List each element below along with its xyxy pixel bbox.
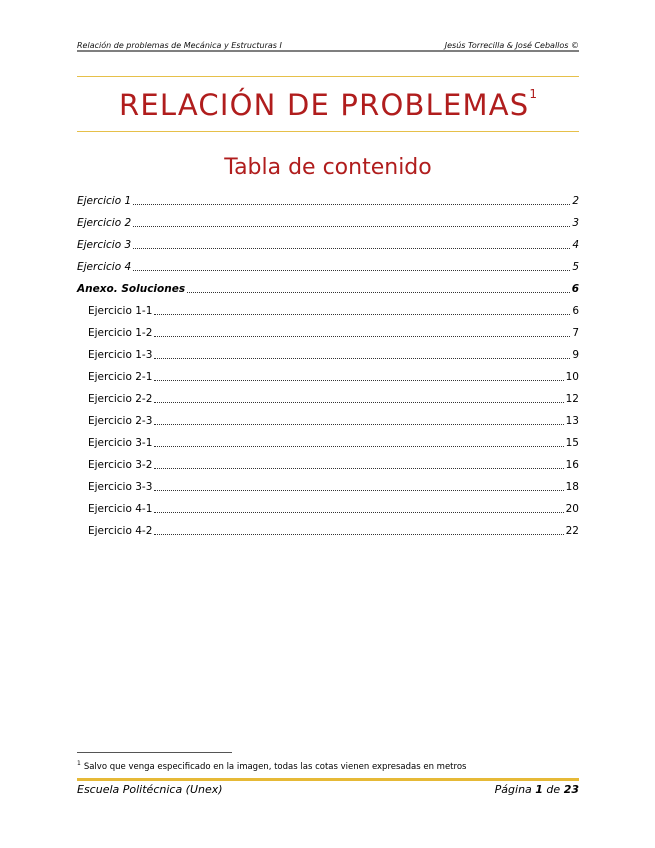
footnote-text: Salvo que venga especificado en la imagen, todas las cotas vienen expresadas en metros (83, 761, 467, 772)
toc-entry-ejercicio-1[interactable]: Ejercicio 1 2 (77, 195, 579, 207)
toc-heading: Tabla de contenido (224, 155, 432, 180)
footnote-separator (77, 752, 232, 753)
title-top-rule (77, 76, 579, 77)
page-footer (77, 783, 579, 796)
footer-left-text: Escuela Politécnica (Unex) (77, 783, 223, 796)
toc-entry-ejercicio-3-1[interactable]: Ejercicio 3-1 15 (88, 437, 579, 449)
toc-entry-ejercicio-4-1[interactable]: Ejercicio 4-1 20 (88, 503, 579, 515)
header-right-text: Jesús Torrecilla & José Ceballos © (444, 41, 579, 50)
page-number: Página 1 de 23 (494, 783, 579, 796)
page-header (77, 41, 579, 50)
toc-entry-ejercicio-1-3[interactable]: Ejercicio 1-3 9 (88, 349, 579, 361)
toc-entry-ejercicio-2-1[interactable]: Ejercicio 2-1 10 (88, 371, 579, 383)
toc-entry-ejercicio-1-2[interactable]: Ejercicio 1-2 7 (88, 327, 579, 339)
toc-entry-ejercicio-2[interactable]: Ejercicio 2 3 (77, 217, 579, 229)
table-of-contents (77, 186, 579, 538)
header-left-text: Relación de problemas de Mecánica y Estructuras I (77, 41, 282, 50)
page-current: 1 (535, 783, 543, 796)
toc-entry-ejercicio-2-2[interactable]: Ejercicio 2-2 12 (88, 393, 579, 405)
title-bottom-rule (77, 131, 579, 132)
page-title (77, 88, 579, 122)
title-footnote-mark[interactable]: 1 (529, 87, 537, 102)
toc-entry-ejercicio-3-3[interactable]: Ejercicio 3-3 18 (88, 481, 579, 493)
toc-entry-ejercicio-4-2[interactable]: Ejercicio 4-2 22 (88, 525, 579, 537)
footer-rule (77, 778, 579, 781)
footnote (77, 760, 579, 772)
toc-entry-ejercicio-3-2[interactable]: Ejercicio 3-2 16 (88, 459, 579, 471)
toc-entry-ejercicio-2-3[interactable]: Ejercicio 2-3 13 (88, 415, 579, 427)
toc-entry-ejercicio-4[interactable]: Ejercicio 4 5 (77, 261, 579, 273)
toc-entry-ejercicio-3[interactable]: Ejercicio 3 4 (77, 239, 579, 251)
page-total: 23 (563, 783, 579, 796)
header-rule (77, 50, 579, 52)
toc-entry-anexo-soluciones[interactable]: Anexo. Soluciones 6 (77, 283, 579, 295)
page-title-text: RELACIÓN DE PROBLEMAS (119, 88, 530, 122)
toc-entry-ejercicio-1-1[interactable]: Ejercicio 1-1 6 (88, 305, 579, 317)
footnote-mark: 1 (77, 760, 81, 767)
